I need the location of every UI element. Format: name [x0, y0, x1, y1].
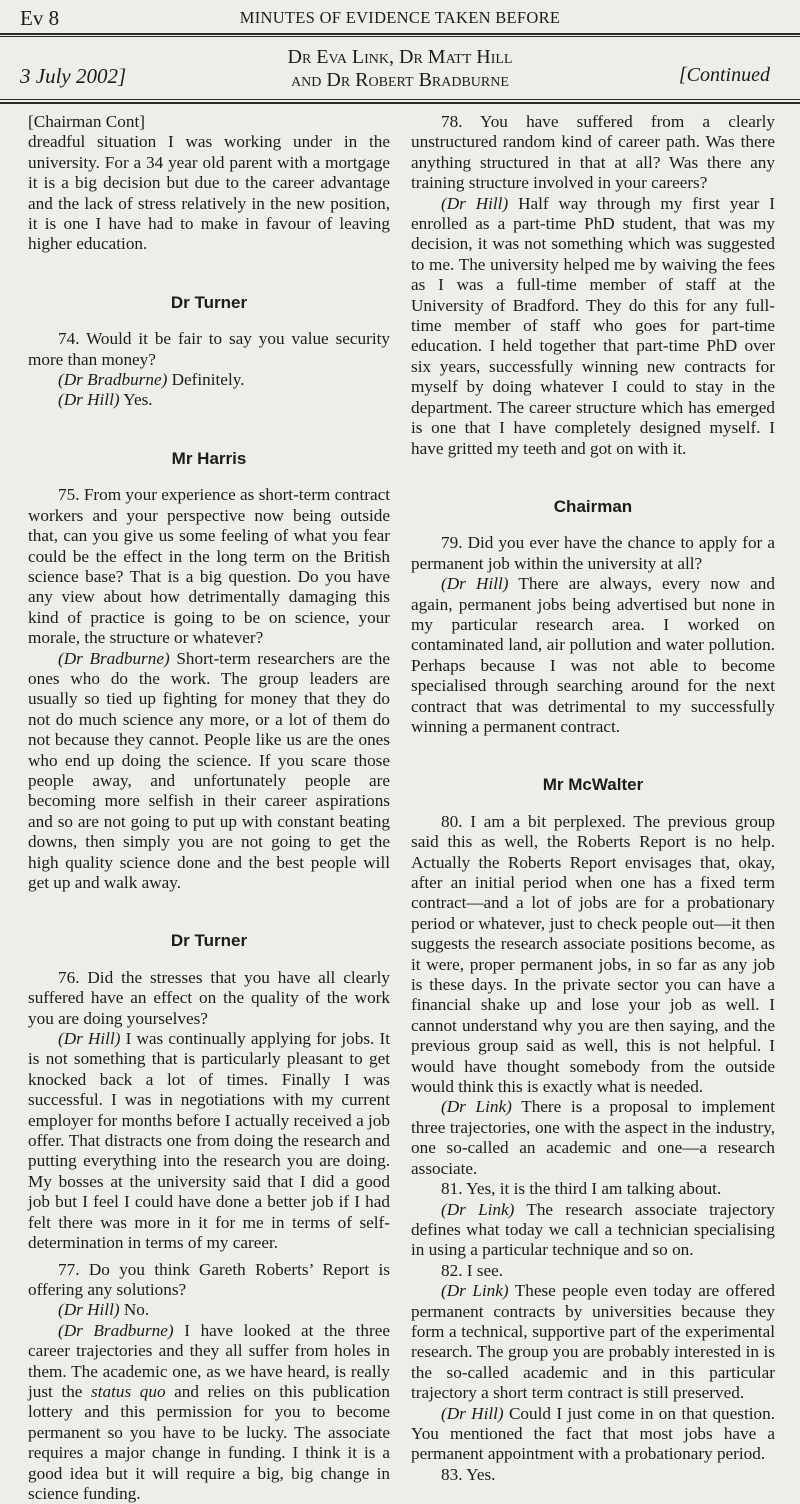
answer: (Dr Bradburne) I have looked at the three career trajectories and they all suffer from holes in them. The academic one, as we have heard, is really just the status quo and relies on this publication lottery and this permission for you to become permanent so you have to be lucky. The associate requires a major change in funding. I think it is a good idea but it will require a big, big change in science funding.: [28, 1320, 390, 1503]
answer: (Dr Link) The research associate trajectory defines what today we call a technician specialising in using a particular technique and so on.: [411, 1199, 775, 1260]
speaker-heading: Dr Turner: [170, 292, 248, 312]
continued-label: [Continued: [678, 64, 770, 86]
header-rule: [0, 99, 800, 100]
header-rule: [0, 33, 800, 35]
right-column: [411, 112, 775, 1485]
question: 76. Did the stresses that you have all clearly suffered have an effect on the quality of the work you are doing yourselves?: [28, 967, 390, 1028]
question: 82. I see.: [441, 1260, 504, 1280]
answer: (Dr Hill) Half way through my first year I enrolled as a part-time PhD student, that was my decision, it was not something which was suggested to me. The university helped me by waiving the fees as I was a full-time member of staff at the University of Bradford. They do this for any full-time member of staff who goes for part-time education. I held together that part-time PhD over six years, successfully winning new contracts for myself by doing whatever I could to stay in the department. The career structure which has emerged is one that I have completely designed myself. I have gritted my teeth and got on with it.: [411, 193, 775, 458]
answer: (Dr Bradburne) Short-term researchers are the ones who do the work. The group leaders are usually so tied up fighting for money that they do not do much science any more, or a lot of them do not because they cannot. People like us are the ones who end up doing the science. If you scare those people away, and unfortunately people are becoming more selfish in their career aspirations and so are not going to put up with constant beating downs, then simply you are not going to get the high quality science done and the best people will get up and walk away.: [28, 648, 390, 892]
answer: (Dr Link) There is a proposal to implement three trajectories, one with the aspect in the industry, one so-called an academic and one—a research associate.: [411, 1097, 775, 1178]
header-rule: [0, 36, 800, 37]
speaker-heading: Dr Turner: [170, 931, 248, 951]
paragraph: dreadful situation I was working under in the university. For a 34 year old parent with a mortgage it is a big decision but due to the career advantage and the lack of stress relatively in the new position, it is one I have had to make in favour of leaving higher education.: [28, 132, 390, 254]
question: 77. Do you think Gareth Roberts’ Report is offering any solutions?: [28, 1259, 390, 1299]
chairman-cont-label: [Chairman Cont]: [28, 112, 145, 131]
witnesses-line: Dr Eva Link, Dr Matt Hill: [287, 46, 513, 68]
answer: (Dr Hill) Could I just come in on that question. You mentioned the fact that most jobs have a permanent appointment with a probationary period.: [411, 1403, 775, 1464]
running-title: MINUTES OF EVIDENCE TAKEN BEFORE: [239, 8, 561, 27]
header-rule: [0, 102, 800, 104]
witnesses-line: and Dr Robert Bradburne: [291, 69, 509, 91]
answer: (Dr Hill) There are always, every now and again, permanent jobs being advertised but none in my particular research area. I worked on contaminated land, air pollution and water pollution. Perhaps because I was not able to become specialised through searching around for the next contract that was detrimental to my successfully winning a permanent contract.: [411, 574, 775, 736]
answer: (Dr Hill) I was continually applying for jobs. It is not something that is particularly pleasant to get knocked back a lot of times. Finally I was successful. I was in negotiations with my current employer for months before I actually received a job offer. That distracts one from doing the research and putting everything into the research you are doing. My bosses at the university said that I did a good job but I feel I could have done a better job if I had felt there was more in it for me in terms of self-determination in terms of my career.: [28, 1029, 390, 1253]
left-column: [28, 112, 390, 1504]
speaker-heading: Mr Harris: [171, 448, 247, 468]
question: 74. Would it be fair to say you value security more than money?: [28, 329, 390, 369]
answer: (Dr Hill) No.: [58, 1300, 150, 1320]
question: 79. Did you ever have the chance to apply for a permanent job within the university at all?: [411, 533, 775, 573]
answer: (Dr Hill) Yes.: [58, 390, 153, 410]
page-number: Ev 8: [20, 6, 60, 30]
answer: (Dr Link) These people even today are offered permanent contracts by universities because they form a technical, supportive part of the experimental research. The group you are probably interested in is the so-called academic and in this particular trajectory a short term contract is still preserved.: [411, 1281, 775, 1403]
speaker-heading: Mr McWalter: [542, 775, 644, 795]
question: 75. From your experience as short-term contract workers and your perspective now being outside that, can you give us some feeling of what you fear could be the effect in the long term on the British science base? That is a big question. Do you have any view about how detrimentally damaging this kind of practice is going to be on science, your morale, the structure or whatever?: [28, 485, 390, 648]
session-date: 3 July 2002]: [20, 64, 127, 88]
question: 83. Yes.: [441, 1464, 496, 1484]
question: 80. I am a bit perplexed. The previous group said this as well, the Roberts Report is no help. Actually the Roberts Report envisages that, okay, after an initial period when one has a fixed term contract—and a lot of jobs are for a probationary period or whatever, just to check people out—it then suggests the research associate positions become, as it were, proper permanent jobs, in so far as any job is these days. In the private sector you can have a financial shake up and lose your job as well. I cannot understand why you are then saying, and the previous group said as well, this is not helpful. I would have thought somebody from the outside would think this is exactly what is needed.: [411, 811, 775, 1097]
running-header: [0, 6, 800, 30]
answer: (Dr Bradburne) Definitely.: [58, 370, 245, 390]
speaker-heading: Chairman: [553, 496, 633, 516]
question: 81. Yes, it is the third I am talking about.: [441, 1179, 722, 1199]
question: 78. You have suffered from a clearly unstructured random kind of career path. Was there anything structured in that at all? Was there any training structure involved in your careers?: [411, 112, 775, 193]
